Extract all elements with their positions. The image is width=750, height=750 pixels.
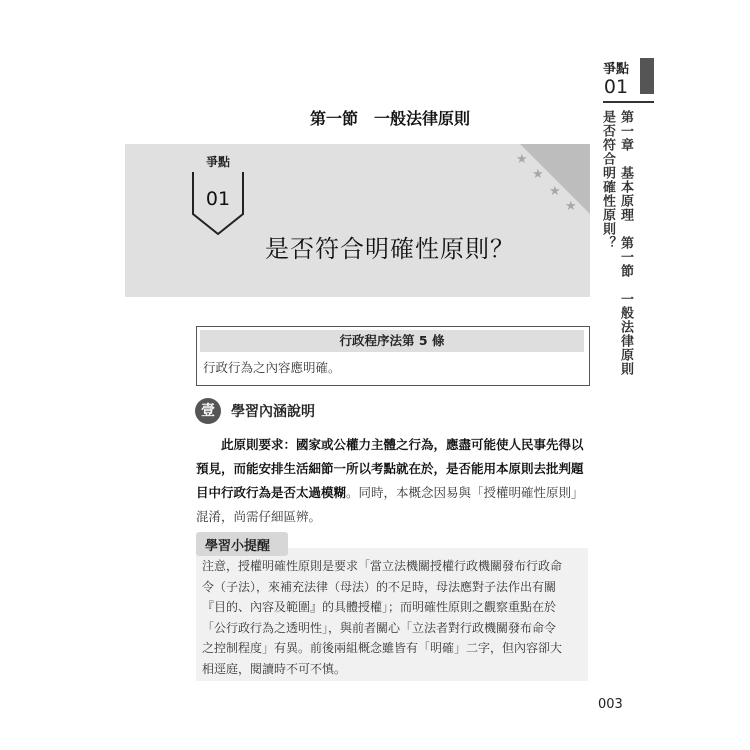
law-text: 行政行為之內容應明確。 xyxy=(203,360,341,375)
side-tab-label: 爭點 xyxy=(602,62,629,77)
issue-title: 是否符合明確性原則？ xyxy=(265,235,515,263)
side-tab-chapter xyxy=(618,110,632,376)
tip-line: 令（子法），來補充法律（母法）的不足時，母法應對子法作出有關 xyxy=(202,579,557,594)
side-tab-divider xyxy=(603,101,654,103)
tip-line: 注意，授權明確性原則是要求「當立法機關授權行政機關發布行政命 xyxy=(202,559,563,573)
side-tab-marker xyxy=(640,58,654,94)
page-number: 003 xyxy=(598,697,623,712)
paragraph-line: 目中行政行為是否太過模糊 xyxy=(196,485,347,500)
tip-line: 「公行政行為之透明性」，與前者關心「立法者對行政機關發布命令 xyxy=(202,620,557,635)
tip-line: 相逕庭，閱讀時不可不慎。 xyxy=(202,661,347,676)
paragraph-line: 此原則要求：國家或公權力主體之行為，應盡可能使人民事先得以 xyxy=(221,437,584,452)
learning-heading: 學習內涵說明 xyxy=(231,404,315,420)
paragraph-line: 。同時，本概念因易與「授權明確性原則」 xyxy=(346,485,584,500)
paragraph-line: 預見，而能安排生活細節一所以考點就在於，是否能用本原則去批判題 xyxy=(196,461,584,476)
side-tab-number: 01 xyxy=(603,76,629,98)
tip-text xyxy=(202,556,586,679)
tip-line: 之控制程度」有異。前後兩組概念雖皆有「明確」二字，但內容卻大 xyxy=(202,641,563,655)
tip-line: 『目的、內容及範圍』的具體授權」；而明確性原則之觀察重點在於 xyxy=(202,600,557,614)
issue-label: 爭點 xyxy=(205,155,230,169)
star-icon: ★ xyxy=(565,199,577,214)
section-title: 第一節 一般法律原則 xyxy=(309,109,470,128)
star-icon: ★ xyxy=(532,167,544,182)
learning-paragraph xyxy=(196,433,596,529)
star-icon: ★ xyxy=(549,184,561,199)
tip-title: 學習小提醒 xyxy=(205,539,271,554)
side-tab-chapter-text: 第一章 基本原理 xyxy=(618,110,633,222)
star-icon: ★ xyxy=(516,152,528,167)
banner-corner xyxy=(520,144,590,214)
law-heading: 行政程序法第 5 條 xyxy=(200,330,584,352)
side-tab-issue: 是否符合明確性原則？ xyxy=(600,110,615,250)
issue-number: 01 xyxy=(205,188,231,210)
side-tab-section-text: 第一節 一般法律原則 xyxy=(618,236,633,376)
paragraph-line: 混淆，尚需仔細區辨。 xyxy=(196,509,322,524)
section-number-badge: 壹 xyxy=(195,398,221,424)
